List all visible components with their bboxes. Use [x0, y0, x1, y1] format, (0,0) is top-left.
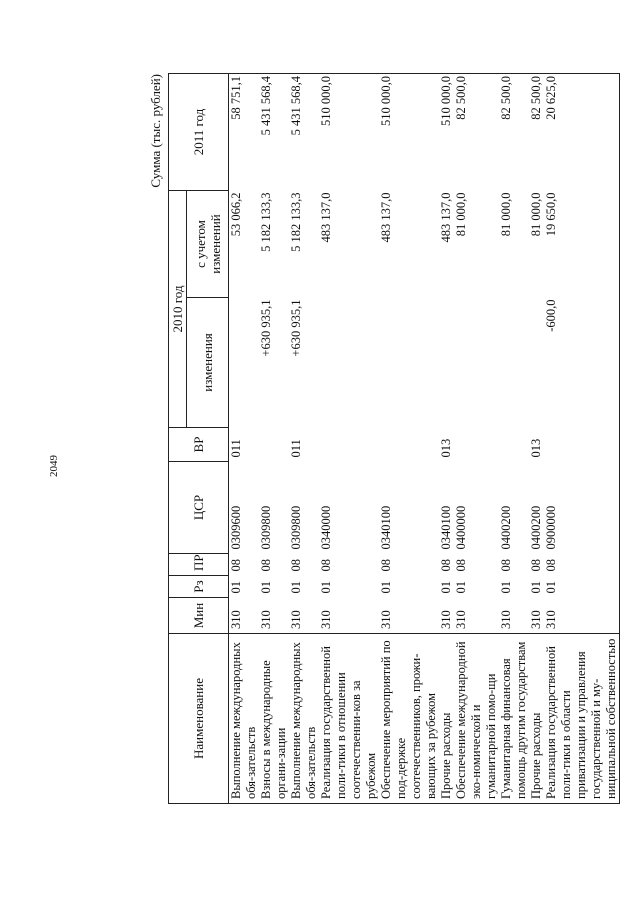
row-name: Реализация государственной поли-тики в отношении соотечественни-ков за рубежом — [319, 634, 379, 804]
row-changes — [229, 298, 260, 428]
header-changes: изменения — [187, 298, 229, 428]
row-with-changes: 53 066,2 — [229, 192, 243, 237]
row-2011: 5 431 568,4 — [289, 74, 319, 191]
row-pr: 08 — [499, 559, 513, 572]
row-vr — [544, 428, 620, 462]
row-changes — [454, 298, 499, 428]
row-name: Прочие расходы — [529, 634, 544, 804]
row-changes: +630 935,1 — [259, 299, 273, 357]
row-with-changes: 483 137,0 — [439, 192, 453, 243]
row-rz: 01 — [379, 581, 393, 594]
row-name: Выполнение международных обя-зательств — [289, 634, 319, 804]
row-with-changes: 81 000,0 — [499, 192, 513, 237]
row-name: Обеспечение международной эко-номической и гуманитарной помо-щи — [454, 634, 499, 804]
row-rz: 01 — [319, 581, 333, 594]
table-row — [289, 74, 319, 804]
row-csr: 0340000 — [319, 505, 333, 550]
row-csr: 0309600 — [229, 505, 243, 550]
row-2011: 20 625,0 — [544, 74, 620, 191]
row-pr: 08 — [229, 559, 243, 572]
header-vr: ВР — [169, 428, 229, 462]
row-vr: 011 — [229, 439, 243, 458]
header-min: Мин — [169, 598, 229, 634]
header-year-2010: 2010 год — [169, 191, 187, 428]
row-name: Гуманитарная финансовая помощь другим государствам — [499, 634, 529, 804]
rotated-page-content — [148, 74, 618, 804]
row-rz: 01 — [229, 581, 243, 594]
row-changes — [439, 298, 454, 428]
header-year-2011: 2011 год — [169, 74, 229, 191]
row-pr: 08 — [439, 559, 453, 572]
row-with-changes: 5 182 133,3 — [289, 192, 303, 252]
row-rz: 01 — [259, 581, 273, 594]
table-row — [544, 74, 620, 804]
table-row — [379, 74, 439, 804]
row-changes — [529, 298, 544, 428]
row-csr: 0309800 — [289, 505, 303, 550]
row-pr: 08 — [529, 559, 543, 572]
row-pr: 08 — [379, 559, 393, 572]
table-row — [229, 74, 260, 804]
row-with-changes: 483 137,0 — [319, 192, 333, 243]
row-pr: 08 — [544, 554, 620, 576]
row-changes — [499, 298, 529, 428]
row-rz: 01 — [454, 581, 468, 594]
page-number: 2049 — [48, 455, 60, 477]
header-pr: ПР — [169, 554, 229, 576]
row-rz: 01 — [529, 581, 543, 594]
row-csr: 0309800 — [259, 505, 273, 550]
row-rz: 01 — [289, 581, 303, 594]
row-name: Прочие расходы — [439, 634, 454, 804]
row-2011: 510 000,0 — [379, 74, 439, 191]
row-vr — [379, 428, 439, 462]
row-csr: 0400200 — [499, 505, 513, 550]
row-name: Выполнение международных обя-зательств — [229, 634, 260, 804]
row-name: Взносы в международные органи-зации — [259, 634, 289, 804]
row-rz: 01 — [544, 576, 620, 598]
row-with-changes: 483 137,0 — [379, 192, 393, 243]
row-min: 310 — [289, 610, 303, 629]
row-changes: -600,0 — [544, 298, 620, 428]
row-2011: 58 751,1 — [229, 74, 260, 191]
row-changes: +630 935,1 — [289, 299, 303, 357]
header-name: Наименование — [169, 634, 229, 804]
row-vr: 011 — [289, 439, 303, 458]
header-with-changes: с учетом изменений — [187, 191, 229, 298]
row-vr — [499, 428, 529, 462]
row-min: 310 — [499, 610, 513, 629]
row-name: Реализация государственной поли-тики в области приватизации и управления государственной и му-ниципальной собственностью — [544, 634, 620, 804]
row-with-changes: 81 000,0 — [529, 192, 543, 237]
table-row — [319, 74, 379, 804]
row-csr: 0400200 — [529, 505, 543, 550]
table-row — [439, 74, 454, 804]
row-rz: 01 — [439, 581, 453, 594]
header-csr: ЦСР — [169, 462, 229, 554]
table-row — [529, 74, 544, 804]
row-rz: 01 — [499, 581, 513, 594]
row-csr: 0340100 — [379, 505, 393, 550]
row-pr: 08 — [454, 559, 468, 572]
row-vr — [319, 428, 379, 462]
row-changes — [379, 298, 439, 428]
row-vr — [259, 428, 289, 462]
row-pr: 08 — [289, 559, 303, 572]
row-with-changes: 81 000,0 — [454, 192, 468, 237]
table-row — [499, 74, 529, 804]
row-name: Обеспечение мероприятий по под-держке соотечественников, прожи-вающих за рубежом — [379, 634, 439, 804]
row-with-changes: 19 650,0 — [544, 191, 620, 298]
row-vr: 013 — [439, 438, 453, 458]
row-min: 310 — [379, 610, 393, 629]
row-with-changes: 5 182 133,3 — [259, 192, 273, 252]
row-csr: 0900000 — [544, 462, 620, 554]
row-min: 310 — [259, 610, 273, 629]
header-rz: Рз — [169, 576, 229, 598]
row-pr: 08 — [319, 559, 333, 572]
row-csr: 0340100 — [439, 505, 453, 550]
row-pr: 08 — [259, 559, 273, 572]
row-vr — [454, 428, 499, 462]
units-note: Сумма (тыс. рублей) — [148, 74, 163, 188]
row-min: 310 — [454, 610, 468, 629]
row-min: 310 — [319, 610, 333, 629]
row-2011: 82 500,0 — [454, 74, 499, 191]
row-2011: 5 431 568,4 — [259, 74, 289, 191]
row-2011: 510 000,0 — [319, 74, 379, 191]
row-2011: 510 000,0 — [439, 74, 454, 191]
row-min: 310 — [544, 598, 620, 634]
row-vr: 013 — [529, 438, 543, 458]
table-row — [454, 74, 499, 804]
row-2011: 82 500,0 — [499, 74, 529, 191]
table-row — [259, 74, 289, 804]
row-changes — [319, 298, 379, 428]
row-min: 310 — [229, 610, 243, 629]
row-2011: 82 500,0 — [529, 74, 544, 191]
row-min: 310 — [439, 610, 453, 629]
budget-table — [168, 73, 620, 804]
row-min: 310 — [529, 610, 543, 629]
row-csr: 0400000 — [454, 505, 468, 550]
